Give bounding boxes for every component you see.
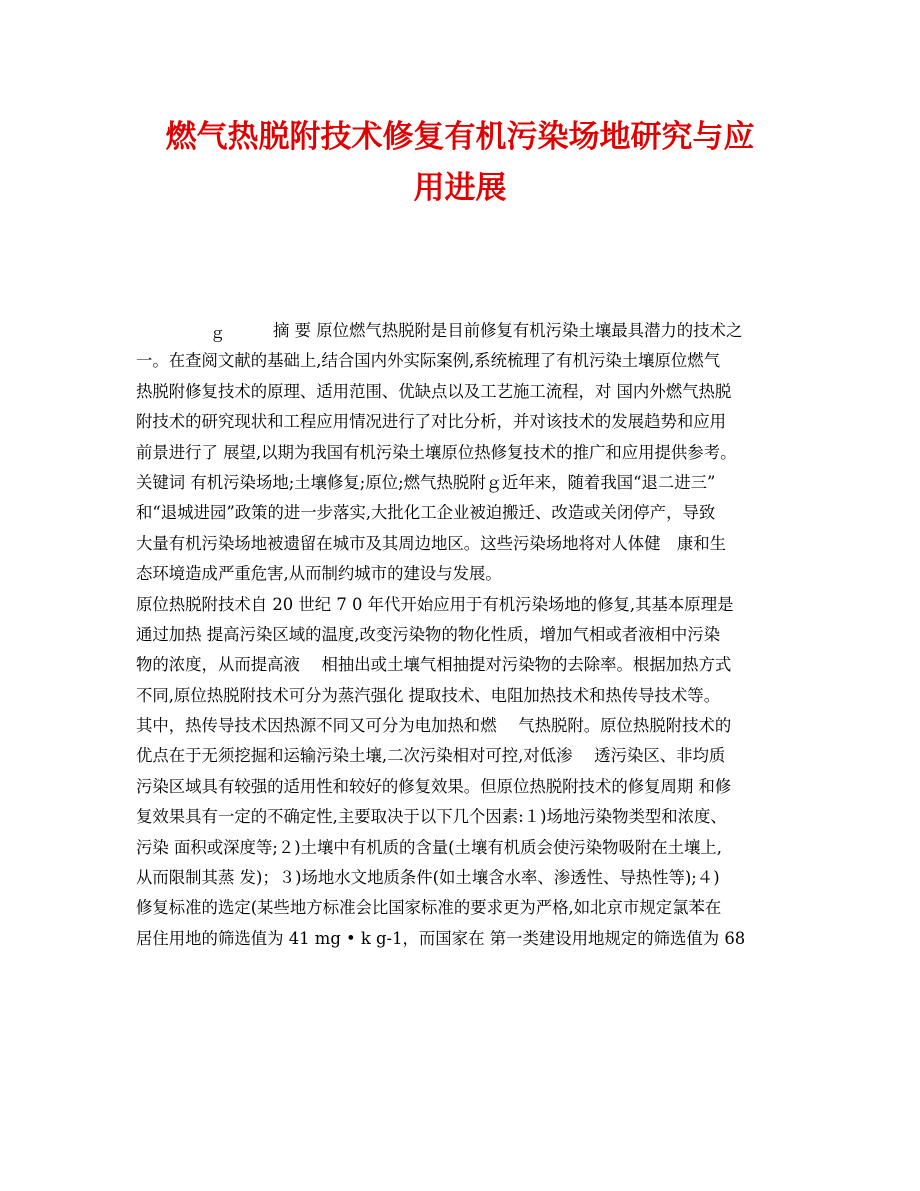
text-line: 污染 面积或深度等;２)土壤中有机质的含量(土壤有机质会使污染物吸附在土壤上, (136, 837, 723, 857)
text-line: 其中，热传导技术因热源不同又可分为电加热和燃 气热脱附。原位热脱附技术的 (136, 716, 732, 736)
text-line: 原位热脱附技术自 20 世纪 7 0 年代开始应用于有机污染场地的修复,其基本原理是 (136, 594, 734, 614)
text-line: 热脱附修复技术的原理、适用范围、优缺点以及工艺施工流程，对 国内外燃气热脱 (136, 381, 732, 401)
text-line: 摘 要 原位燃气热脱附是目前修复有机污染土壤最具潜力的技术之 (273, 321, 743, 340)
text-line: 附技术的研究现状和工程应用情况进行了对比分析，并对该技术的发展趋势和应用 (136, 412, 727, 432)
text-line: 从而限制其蒸 发)；３)场地水文地质条件(如土壤含水率、渗透性、导热性等);４) (136, 868, 720, 888)
text-line: 通过加热 提高污染区域的温度,改变污染物的物化性质，增加气相或者液相中污染 (136, 624, 721, 644)
text-line: 居住用地的筛选值为 41 mg • k g-1，而国家在 第一类建设用地规定的筛选值为 68 (136, 928, 746, 948)
text-line: 污染区域具有较强的适用性和较好的修复效果。但原位热脱附技术的修复周期 和修 (136, 776, 732, 796)
document-title (100, 112, 820, 214)
text-line: 优点在于无须挖掘和运输污染土壤,二次污染相对可控,对低渗 透污染区、非均质 (136, 746, 726, 766)
text-line: 前景进行了 展望,以期为我国有机污染土壤原位热修复技术的推广和应用提供参考。 (136, 442, 737, 462)
text-line: 和“退城进园”政策的进一步落实,大批化工企业被迫搬迁、改造或关闭停产，导致 (136, 503, 716, 523)
footnote-mark: ｇ (210, 324, 226, 342)
text-line: 复效果具有一定的不确定性,主要取决于以下几个因素:１)场地污染物类型和浓度、 (136, 807, 727, 827)
title-line-1: 燃气热脱附技术修复有机污染场地研究与应 (165, 119, 755, 155)
text-line: 大量有机污染场地被遗留在城市及其周边地区。这些污染场地将对人体健 康和生 (136, 533, 727, 553)
text-line: 物的浓度，从而提高液 相抽出或土壤气相抽提对污染物的去除率。根据加热方式 (136, 655, 732, 675)
title-line-2: 用进展 (413, 170, 507, 206)
text-line: 关键词 有机污染场地;土壤修复;原位;燃气热脱附ｇ近年来，随着我国“退二进三” (136, 472, 716, 492)
body-text (136, 316, 790, 954)
text-line: 不同,原位热脱附技术可分为蒸汽强化 提取技术、电阻加热技术和热传导技术等。 (136, 685, 721, 705)
text-line: 态环境造成严重危害,从而制约城市的建设与发展。 (136, 564, 502, 584)
text-line: 修复标准的选定(某些地方标准会比国家标准的要求更为严格,如北京市规定氯苯在 (136, 898, 722, 918)
text-line: 一。在查阅文献的基础上,结合国内外实际案例,系统梳理了有机污染土壤原位燃气 (136, 351, 721, 371)
